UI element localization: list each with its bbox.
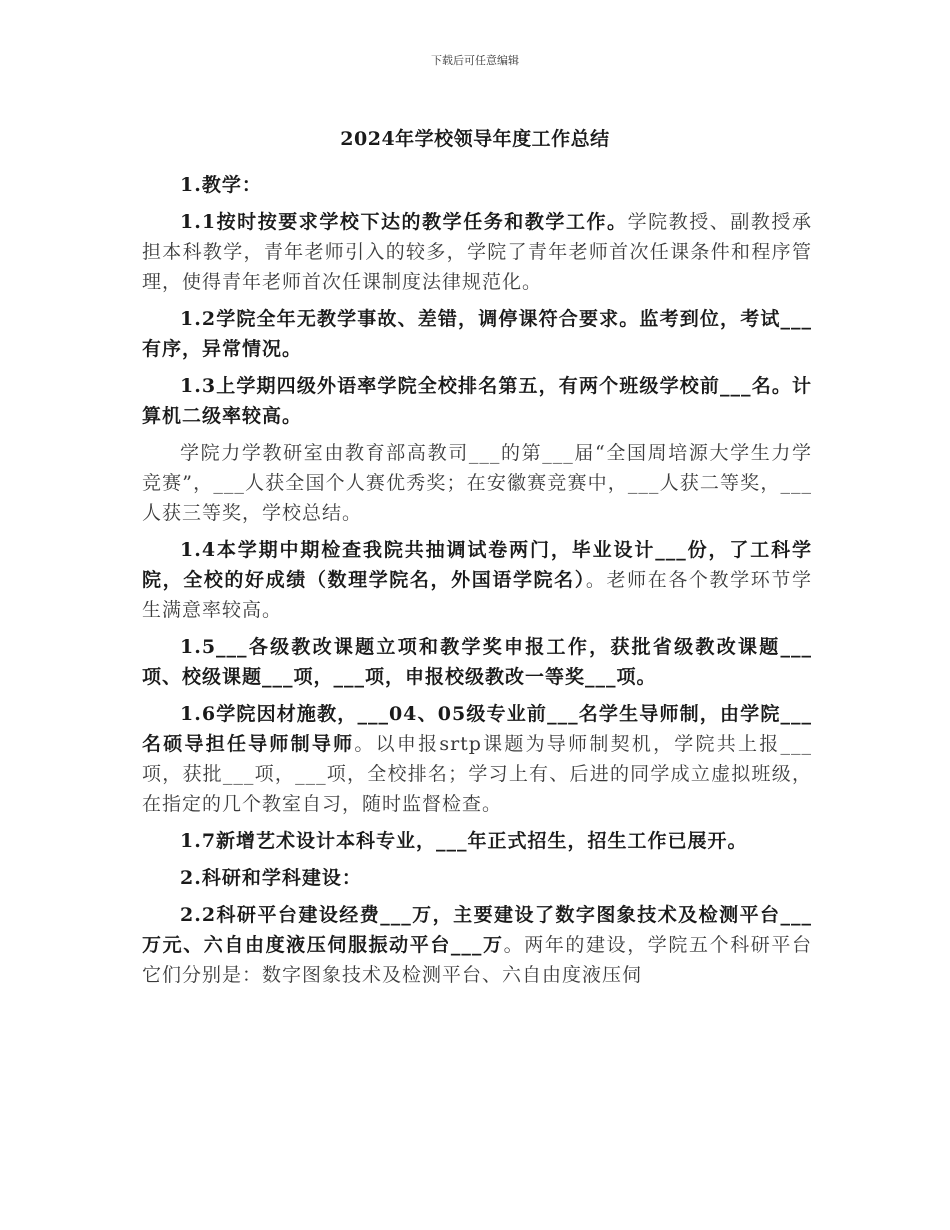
paragraph-bold-text: 2.科研和学科建设： [180,867,362,889]
paragraph-bold-text: 1.4本学期中期检查我院共抽调试卷两门，毕业设计___份，了工科学院，全校的好成绩（数理学院名，外国语学院名） [142,539,812,591]
paragraph-bold-text: 1.教学： [180,174,262,196]
paragraph-normal-text: 。老师在各个教学环节学生满意率较高。 [142,569,812,621]
paragraph-normal-text: 学院力学教研室由教育部高教司___的第___届“全国周培源大学生力学竞赛”，___人获全国个人赛优秀奖；在安徽赛竞赛中，___人获二等奖，___人获三等奖，学校总结。 [142,442,812,524]
paragraph-bold-text: 1.1按时按要求学校下达的教学任务和教学工作。 [180,211,628,233]
paragraph-bold-text: 1.6学院因材施教，___04、05级专业前___名学生导师制，由学院___名硕导担任导师制导师 [142,703,812,755]
paragraph-normal-text: 。两年的建设，学院五个科研平台它们分别是：数字图象技术及检测平台、六自由度液压伺 [142,934,812,986]
paragraph-bold-text: 1.2学院全年无教学事故、差错，调停课符合要求。监考到位，考试___有序，异常情况。 [142,308,812,360]
section-heading-research [142,863,812,893]
paragraph-1-5 [142,632,812,692]
paragraph-bold-text: 2.2科研平台建设经费___万，主要建设了数字图象技术及检测平台___万元、六自由度液压伺服振动平台___万 [142,904,812,956]
document-title: 2024年学校领导年度工作总结 [340,128,610,150]
paragraph-1-7 [142,826,812,856]
paragraph-2-2 [142,900,812,990]
paragraph-1-6 [142,699,812,819]
document-body [142,170,812,990]
paragraph-1-1 [142,207,812,297]
paragraph-bold-text: 1.7新增艺术设计本科专业，___年正式招生，招生工作已展开。 [180,830,748,852]
section-heading-teaching [142,170,812,200]
paragraph-bold-text: 1.3上学期四级外语率学院全校排名第五，有两个班级学校前___名。计算机二级率较高。 [142,375,812,427]
paragraph-normal-text: 学院教授、副教授承担本科教学，青年老师引入的较多，学院了青年老师首次任课条件和程序管理，使得青年老师首次任课制度法律规范化。 [142,211,812,293]
paragraph-bold-text: 1.5___各级教改课题立项和教学奖申报工作，获批省级教改课题___项、校级课题___项，___项，申报校级教改一等奖___项。 [142,636,812,688]
paragraph-1-4 [142,535,812,625]
page-header: 下载后可任意编辑 [431,54,519,67]
paragraph-normal-text: 。以申报srtp课题为导师制契机，学院共上报___项，获批___项，___项，全校排名；学习上有、后进的同学成立虚拟班级，在指定的几个教室自习，随时监督检查。 [142,733,812,815]
paragraph-1-3 [142,371,812,431]
paragraph-1-2 [142,304,812,364]
paragraph-mechanics-contest [142,438,812,528]
